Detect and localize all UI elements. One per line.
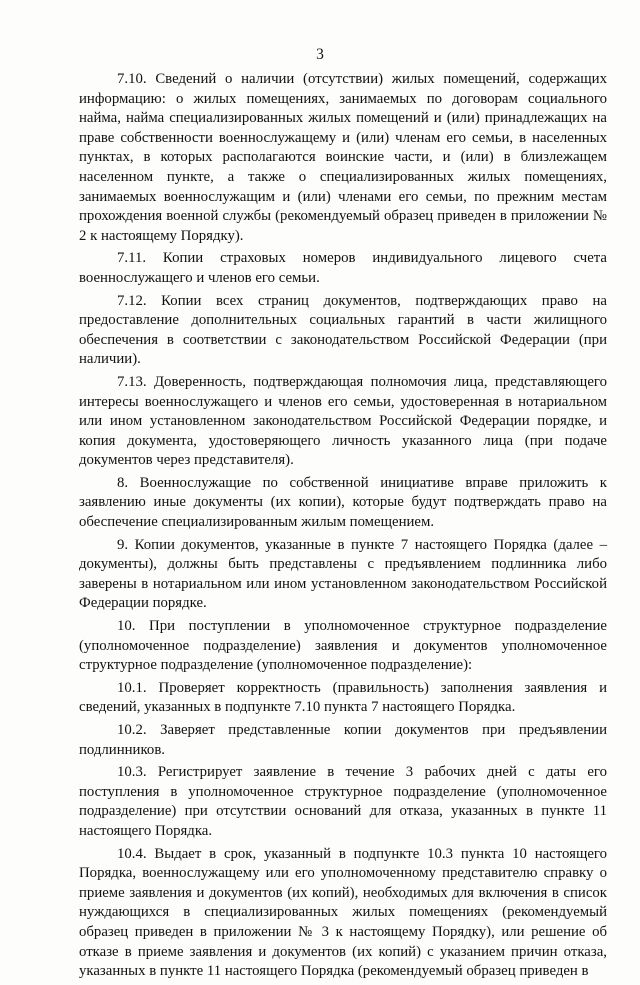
paragraph-7-10: 7.10. Сведений о наличии (отсутствии) жилых помещений, содержащих информацию: о жилых помещениях, занимаемых по договорам социального найма, найма специализированных жилых помещений и (или) принадлежащих на праве собственности военнослужащему и (или) членам его семьи, в населенных пунктах, в которых располагаются воинские части, и (или) в близлежащем населенном пункте, а также о специализированных жилых помещениях, занимаемых военнослужащим и (или) членами его семьи, по прежним местам прохождения военной службы (рекомендуемый образец приведен в приложении № 2 к настоящему Порядку). — [79, 71, 607, 244]
paragraph-7-13: 7.13. Доверенность, подтверждающая полномочия лица, представляющего интересы военнослужащего и членов его семьи, удостоверенная в нотариальном или ином установленном законодательством Российской Федерации порядке, и копия документа, удостоверяющего личность указанного лица (при подаче документов через представителя). — [79, 373, 607, 469]
paragraph-9: 9. Копии документов, указанные в пункте 7 настоящего Порядка (далее – документы), должны быть представлены с предъявлением подлинника либо заверены в нотариальном или ином установленном законодательством Российской Федерации порядке. — [79, 536, 607, 612]
paragraph-8: 8. Военнослужащие по собственной инициативе вправе приложить к заявлению иные документы (их копии), которые будут подтверждать право на обеспечение специализированным жилым помещением. — [79, 474, 607, 531]
paragraph-10-3: 10.3. Регистрирует заявление в течение 3 рабочих дней с даты его поступления в уполномоченное структурное подразделение (уполномоченное подразделение) при отсутствии оснований для отказа, указанных в пункте 11 настоящего Порядка. — [79, 764, 607, 839]
paragraph-10-4: 10.4. Выдает в срок, указанный в подпункте 10.3 пункта 10 настоящего Порядка, военнослужащему или его уполномоченному представителю справку о приеме заявления и документов (их копий), необходимых для включения в список нуждающихся в специализированных жилых помещениях (рекомендуемый образец приведен в приложении № 3 к настоящему Порядку), или решение об отказе в приеме заявления и документов (их копий) с указанием причин отказа, указанных в пункте 11 настоящего Порядка (рекомендуемый образец приведен в — [79, 845, 607, 980]
paragraph-10: 10. При поступлении в уполномоченное структурное подразделение (уполномоченное подразделение) заявления и документов уполномоченное структурное подразделение (уполномоченное подразделение): — [79, 618, 607, 674]
page-number: 3 — [316, 46, 324, 63]
paragraph-7-12: 7.12. Копии всех страниц документов, подтверждающих право на предоставление дополнительных социальных гарантий в части жилищного обеспечения в соответствии с законодательством Российской Федерации (при наличии). — [79, 292, 607, 368]
paragraph-7-11: 7.11. Копии страховых номеров индивидуального лицевого счета военнослужащего и членов его семьи. — [79, 250, 607, 286]
paragraph-10-2: 10.2. Заверяет представленные копии документов при предъявлении подлинников. — [79, 722, 607, 758]
paragraph-10-1: 10.1. Проверяет корректность (правильность) заполнения заявления и сведений, указанных в подпункте 7.10 пункта 7 настоящего Порядка. — [79, 679, 607, 716]
document-body — [79, 70, 607, 985]
